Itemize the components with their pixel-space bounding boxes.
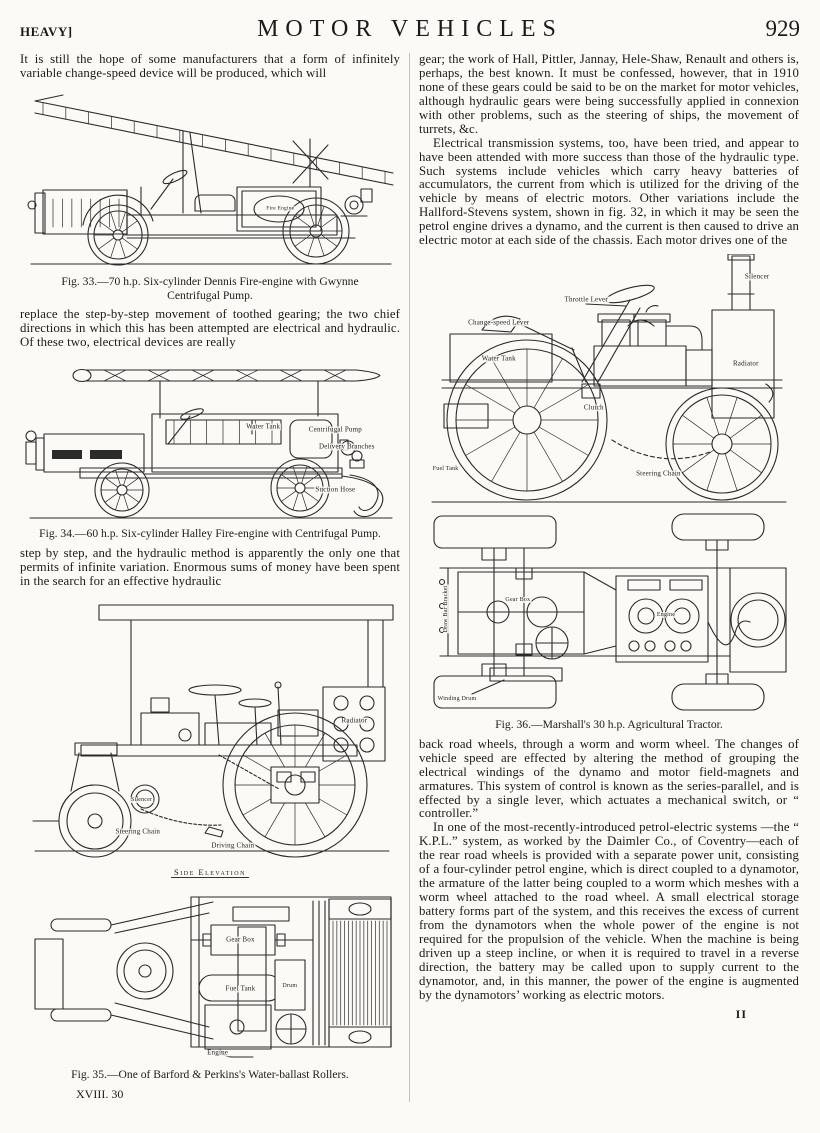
figure-35	[20, 595, 400, 1082]
fig35-engine-label: Engine	[207, 1048, 229, 1057]
fig35b-line-art	[23, 877, 398, 1063]
fig35-plan-art	[20, 877, 400, 1065]
page-title: MOTOR VEHICLES	[257, 16, 563, 42]
fig36-change-speed-lever-label: Change-speed Lever	[468, 318, 530, 327]
fig34-delivery-branches-label: Delivery Branches	[318, 442, 375, 451]
fig36-winding-drum-label: Winding Drum	[437, 695, 477, 702]
fig35-steering-chain-label: Steering Chain	[115, 827, 161, 836]
figure-36	[419, 254, 799, 732]
fig35-radiator-label: Radiator	[341, 716, 368, 725]
fig36-water-tank-label: Water Tank	[481, 354, 516, 363]
fig36-caption: Fig. 36.—Marshall's 30 h.p. Agricultural Tractor.	[495, 718, 723, 732]
fig35-driving-chain-label: Driving Chain	[211, 841, 255, 850]
body-paragraph: back road wheels, through a worm and worm wheel. The changes of vehicle speed are effected by altering the method of grouping the electrical windings of the dynamo and motor field-magnets and armatures. This system of control is known as the series-parallel, and is effected by a single lever, which actuates a mechanical switch, or “ controller.”	[419, 736, 799, 821]
page-number: 929	[765, 16, 800, 41]
fig34-caption: Fig. 34.—60 h.p. Six-cylinder Halley Fire-engine with Centrifugal Pump.	[39, 527, 381, 541]
body-paragraph: In one of the most-recently-introduced petrol-electric systems —the “ K.P.L.” system, as worked by the Daimler Co., of Coventry—each of the rear road wheels is provided with a separate power unit, consisting of a four-cylinder petrol engine, which is direct coupled to a dynamotor, the armature of the latter being coupled to a worm which meshes with a worm wheel attached to the road wheel. A small electrical storage battery forms part of the system, and this receives the excess of current from the dynamotors when the whole power of the engine is not required for the propulsion of the vehicle. When the machine is being driven up a steep incline, or when it is required to travel in a reverse direction, the battery may be called upon to supply current to the dynamotor, and, in this manner, the power of the engine is augmented by the dynamotors’ working as electric motors.	[419, 820, 799, 1002]
fig35-silencer-label: Silencer	[130, 796, 153, 803]
page-header	[20, 16, 800, 43]
fig36b-line-art	[424, 510, 794, 715]
fig34-suction-hose-label: Suction Hose	[315, 485, 356, 494]
body-paragraph: It is still the hope of some manufacturers that a form of infinitely variable change-speed device will be produced, which will	[20, 52, 400, 80]
fig36-silencer-label: Silencer	[744, 272, 770, 281]
signature-mark-left: XVIII. 30	[76, 1087, 124, 1102]
fig36-throttle-lever-label: Throttle Lever	[564, 295, 608, 304]
fig35-side-elevation-art	[20, 595, 400, 865]
body-paragraph: replace the step-by-step movement of toothed gearing; the two chief directions in which this has been attempted are electrical and hydraulic. Of these two, electrical devices are really	[20, 307, 400, 350]
fig35-gear-box-label: Gear Box	[226, 935, 255, 944]
fig36-steering-chain-label: Steering Chain	[636, 469, 681, 478]
fig36-gear-box-label: Gear Box	[505, 597, 531, 604]
fig35-caption: Fig. 35.—One of Barford & Perkins's Water-ballast Rollers.	[71, 1067, 349, 1081]
running-head-section: HEAVY]	[20, 24, 73, 39]
fig36-side-art	[419, 254, 799, 510]
figure-34	[20, 356, 400, 541]
body-paragraph: Electrical transmission systems, too, have been tried, and appear to have been attended with more success than those of the hydraulic type. Such systems include vehicles which carry heavy batteries of accumulators, the current from which is utilized for the driving of the vehicle by means of electric motors. Other variations include the Hallford-Stevens system, shown in fig. 32, in which it may be seen the petrol engine drives a dynamo, and the current is then caused to drive an electric motor at each side of the chassis. Each motor drives one of the	[419, 135, 799, 248]
fig35-drum-label: Drum	[282, 982, 298, 989]
fig34-line-art	[20, 356, 400, 524]
fig33-art	[20, 87, 400, 272]
right-column	[419, 53, 799, 1102]
fig34-centrifugal-pump-label: Centrifugal Pump	[308, 425, 362, 434]
fig35-fuel-tank-label: Fuel Tank	[225, 984, 256, 993]
right-footer	[419, 1007, 799, 1022]
fig34-water-tank-label: Water Tank	[246, 422, 281, 431]
body-paragraph: gear; the work of Hall, Pittler, Jannay, Hele-Shaw, Renault and others is, perhaps, the best known. It must be confessed, however, that in 1910 none of these gears could be said to be on the market for motor vehicles, although hydraulic gears were being successfully applied in connexion with other problems, such as the steering of ships, the movement of turrets, &c.	[419, 52, 799, 136]
fig36-radiator-label: Radiator	[732, 359, 759, 368]
body-paragraph: step by step, and the hydraulic method is apparently the only one that permits of infinite variation. Enormous sums of money have been spent in the search for an effective hydraulic	[20, 545, 400, 588]
fig33-caption: Fig. 33.—70 h.p. Six-cylinder Dennis Fire-engine with Gwynne Centrifugal Pump.	[61, 274, 359, 302]
column-divider	[409, 53, 410, 1102]
fig35a-line-art	[23, 595, 398, 865]
fig35-view-label: Side Elevation	[20, 867, 400, 877]
fig36-clutch-label: Clutch	[583, 403, 604, 412]
fig33-plate-label: Fire Engine	[266, 205, 295, 212]
left-column	[20, 53, 400, 1102]
fig36-fuel-tank-label: Fuel Tank	[432, 466, 459, 473]
fig33-line-art	[23, 87, 398, 272]
fig36a-line-art	[424, 254, 794, 510]
left-footer	[20, 1087, 400, 1102]
signature-mark-right: II	[735, 1006, 747, 1021]
fig36-draw-bar-bracket-label: Draw Bar Bracket	[442, 585, 449, 632]
fig36-plan-art	[419, 510, 799, 715]
fig36-engine-label: Engine	[656, 611, 676, 618]
figure-33	[20, 87, 400, 302]
fig34-art	[20, 356, 400, 524]
